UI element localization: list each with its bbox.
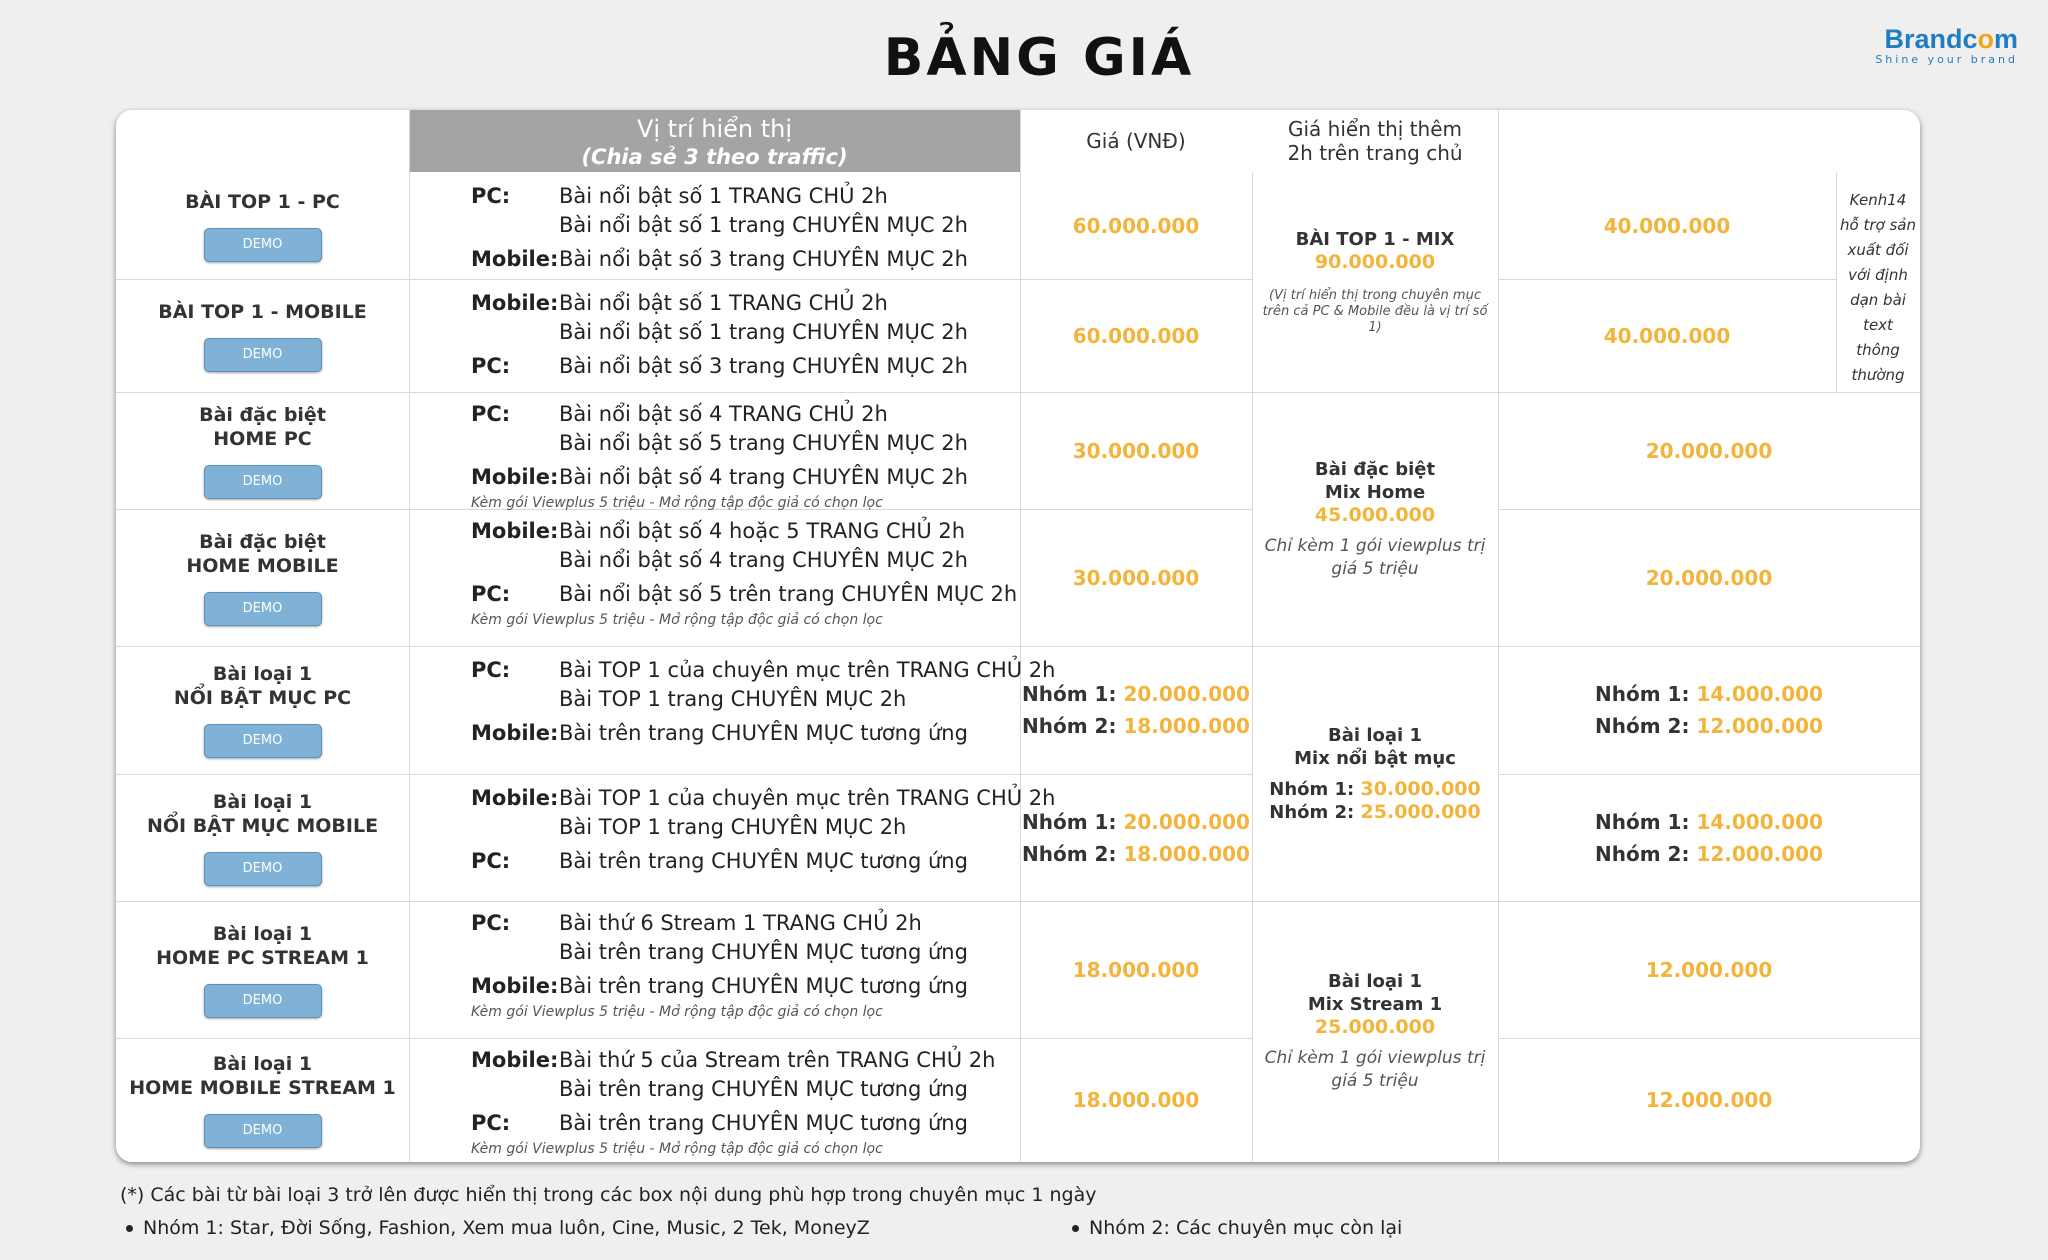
- group-label: Nhóm 2:: [1269, 801, 1361, 823]
- position-cell: [471, 656, 1055, 748]
- bullet-icon: [126, 1225, 133, 1232]
- position-text: Bài nổi bật số 1 TRANG CHỦ 2h: [559, 184, 888, 208]
- group-price: 20.000.000: [1123, 682, 1250, 706]
- group-price: 18.000.000: [1123, 714, 1250, 738]
- position-text: Bài TOP 1 của chuyên mục trên TRANG CHỦ 2h: [559, 658, 1056, 682]
- mix-title: Mix nổi bật mục: [1294, 747, 1456, 769]
- platform-label: Mobile:: [471, 247, 559, 271]
- mix-cell: [1258, 646, 1492, 901]
- position-text: Bài trên trang CHUYÊN MỤC tương ứng: [559, 974, 968, 998]
- platform-label: Mobile:: [471, 519, 559, 543]
- demo-button[interactable]: DEMO: [204, 465, 322, 499]
- extra-group-line: [1595, 678, 1823, 710]
- platform-label: Mobile:: [471, 291, 559, 315]
- platform-label: PC:: [471, 582, 511, 606]
- price-group-line: [1022, 838, 1250, 870]
- price-value: 18.000.000: [1072, 957, 1200, 982]
- price-value: 20.000.000: [1645, 438, 1773, 463]
- bullet-icon: [1072, 1225, 1079, 1232]
- platform-label: Mobile:: [471, 1048, 559, 1072]
- position-line: [471, 847, 1055, 876]
- price-value: 12.000.000: [1645, 957, 1773, 982]
- extra-price-cell: [1498, 392, 1920, 509]
- mix-note: Chỉ kèm 1 gói viewplus trị giá 5 triệu: [1264, 535, 1486, 579]
- mix-cell: [1258, 901, 1492, 1162]
- position-text: Bài trên trang CHUYÊN MỤC tương ứng: [559, 1077, 968, 1101]
- group-label: Nhóm 2:: [1595, 841, 1697, 866]
- price-cell: [1020, 172, 1252, 279]
- price-value: 18.000.000: [1072, 1088, 1200, 1112]
- footer-note: (*) Các bài từ bài loại 3 trở lên được hiển thị trong các box nội dung phù hợp trong chuyên mục 1 ngày: [120, 1184, 1097, 1206]
- footer-group1: [126, 1217, 870, 1239]
- position-line: [471, 318, 968, 347]
- position-line: [471, 245, 968, 274]
- mix-note: Chỉ kèm 1 gói viewplus trị giá 5 triệu: [1264, 1048, 1486, 1091]
- group-price: 14.000.000: [1696, 809, 1823, 834]
- position-text: Bài TOP 1 của chuyên mục trên TRANG CHỦ 2h: [559, 786, 1056, 810]
- position-text: Bài TOP 1 trang CHUYÊN MỤC 2h: [559, 815, 907, 839]
- price-value: 40.000.000: [1603, 213, 1731, 238]
- platform-label: PC:: [471, 184, 511, 208]
- column-divider: [1836, 172, 1837, 392]
- position-line: [471, 972, 968, 1001]
- position-line: [471, 211, 968, 240]
- row-name-line: BÀI TOP 1 - PC: [185, 190, 340, 213]
- price-value: 60.000.000: [1072, 213, 1200, 238]
- demo-button[interactable]: DEMO: [204, 228, 322, 262]
- mix-title: Bài đặc biệt: [1314, 458, 1436, 480]
- position-text: Bài nổi bật số 1 TRANG CHỦ 2h: [559, 291, 888, 315]
- footer-group2-text: Nhóm 2: Các chuyên mục còn lại: [1089, 1217, 1403, 1239]
- row-name-line: Bài loại 1: [212, 922, 313, 945]
- header-position-label: Vị trí hiển thị: [636, 115, 793, 143]
- demo-button[interactable]: DEMO: [204, 338, 322, 372]
- logo-wordmark: Brandcom: [1884, 24, 2018, 54]
- position-line: [471, 719, 1055, 748]
- header-position-sub: (Chia sẻ 3 theo traffic): [581, 145, 848, 169]
- position-text: Bài nổi bật số 1 trang CHUYÊN MỤC 2h: [559, 320, 968, 344]
- mix-title: Bài loại 1: [1328, 971, 1422, 992]
- mix-group-line: [1269, 801, 1480, 824]
- header-price-label: Giá (VNĐ): [1086, 129, 1186, 153]
- group-label: Nhóm 1:: [1595, 682, 1697, 706]
- group-price: 25.000.000: [1360, 800, 1481, 823]
- platform-label: PC:: [471, 911, 511, 935]
- row-name-cell: [116, 1038, 409, 1162]
- price-cell: [1020, 279, 1252, 392]
- position-line: [471, 546, 1017, 575]
- position-cell: [471, 400, 968, 512]
- demo-button[interactable]: DEMO: [204, 984, 322, 1018]
- price-cell: [1020, 901, 1252, 1038]
- price-group-line: [1022, 678, 1250, 710]
- extra-group-line: [1595, 806, 1823, 838]
- extra-price-cell: [1498, 172, 1836, 279]
- position-line: [471, 938, 968, 967]
- price-value: 20.000.000: [1645, 565, 1773, 590]
- position-line: [471, 463, 968, 492]
- platform-label: PC:: [471, 849, 511, 873]
- position-line: [471, 352, 968, 381]
- position-cell: [471, 1046, 995, 1158]
- group-label: Nhóm 2:: [1022, 841, 1124, 866]
- row-name-line: Bài loại 1: [212, 1053, 313, 1075]
- position-text: Bài TOP 1 trang CHUYÊN MỤC 2h: [559, 687, 907, 711]
- price-cell: [1020, 509, 1252, 646]
- row-name-line: BÀI TOP 1 - MOBILE: [158, 300, 367, 323]
- position-text: Bài nổi bật số 4 trang CHUYÊN MỤC 2h: [559, 465, 968, 489]
- price-cell: [1020, 646, 1252, 774]
- position-line: [471, 580, 1017, 609]
- viewplus-note: Kèm gói Viewplus 5 triệu - Mở rộng tập độc giả có chọn lọc: [471, 1004, 883, 1020]
- header-position: [409, 110, 1020, 172]
- mix-title: Mix Stream 1: [1307, 994, 1443, 1015]
- row-name-cell: [116, 279, 409, 392]
- extra-price-cell: [1498, 646, 1920, 774]
- group-label: Nhóm 2:: [1022, 714, 1124, 738]
- platform-label: Mobile:: [471, 721, 559, 745]
- position-line: [471, 685, 1055, 714]
- viewplus-note: Kèm gói Viewplus 5 triệu - Mở rộng tập độc giả có chọn lọc: [471, 495, 883, 511]
- row-name-line: NỔI BẬT MỤC PC: [173, 687, 352, 709]
- demo-button[interactable]: DEMO: [204, 852, 322, 886]
- position-cell: [471, 517, 1017, 629]
- brand-logo: [1875, 24, 2018, 66]
- extra-price-cell: [1498, 901, 1920, 1038]
- position-text: Bài nổi bật số 4 TRANG CHỦ 2h: [559, 402, 888, 426]
- mix-cell: [1258, 172, 1492, 392]
- row-name-line: Bài loại 1: [212, 663, 313, 685]
- demo-button[interactable]: DEMO: [204, 724, 322, 758]
- row-name-line: Bài loại 1: [212, 790, 313, 813]
- price-value: 30.000.000: [1072, 438, 1200, 463]
- price-value: 40.000.000: [1603, 323, 1731, 348]
- price-cell: [1020, 392, 1252, 509]
- price-value: 12.000.000: [1645, 1088, 1773, 1112]
- row-name-line: HOME PC STREAM 1: [156, 946, 369, 969]
- row-name-line: HOME MOBILE STREAM 1: [129, 1077, 396, 1099]
- position-line: [471, 1075, 995, 1104]
- kenh14-note: Kenh14 hỗ trợ sản xuất đối với định dạn bài text thông thường: [1840, 191, 1916, 384]
- mix-group-line: [1269, 778, 1480, 801]
- group-price: 18.000.000: [1123, 841, 1250, 866]
- price-table: [116, 110, 1920, 1162]
- price-group-line: [1022, 710, 1250, 742]
- mix-small-note: (Vị trí hiển thị trong chuyên mục trên cả PC & Mobile đều là vị trí số 1): [1262, 288, 1488, 335]
- row-name-cell: [116, 646, 409, 774]
- position-line: [471, 182, 968, 211]
- price-value: 30.000.000: [1072, 565, 1200, 590]
- group-label: Nhóm 1:: [1022, 809, 1124, 834]
- mix-title: BÀI TOP 1 - MIX: [1295, 229, 1455, 250]
- mix-title: Bài loại 1: [1328, 724, 1422, 746]
- extra-group-line: [1595, 710, 1823, 742]
- position-cell: [471, 289, 968, 381]
- position-text: Bài thứ 6 Stream 1 TRANG CHỦ 2h: [559, 911, 922, 935]
- footer-group1-text: Nhóm 1: Star, Đời Sống, Fashion, Xem mua luôn, Cine, Music, 2 Tek, MoneyZ: [143, 1217, 870, 1239]
- demo-button[interactable]: DEMO: [204, 592, 322, 626]
- position-cell: [471, 909, 968, 1021]
- platform-label: Mobile:: [471, 465, 559, 489]
- row-name-line: Bài đặc biệt: [199, 403, 326, 426]
- row-name-cell: [116, 901, 409, 1038]
- column-divider: [1252, 172, 1253, 1162]
- extra-price-cell: [1498, 774, 1920, 901]
- logo-tagline: Shine your brand: [1875, 53, 2018, 66]
- position-text: Bài nổi bật số 5 trên trang CHUYÊN MỤC 2h: [559, 582, 1018, 606]
- position-line: [471, 517, 1017, 546]
- group-price: 14.000.000: [1696, 682, 1823, 706]
- viewplus-note: Kèm gói Viewplus 5 triệu - Mở rộng tập độc giả có chọn lọc: [471, 1141, 883, 1157]
- price-group-line: [1022, 806, 1250, 838]
- position-line: [471, 1109, 995, 1138]
- position-line: [471, 1046, 995, 1075]
- footer-group2: [1072, 1217, 1402, 1239]
- platform-label: PC:: [471, 402, 511, 426]
- position-cell: [471, 784, 1055, 876]
- row-name-line: HOME PC: [213, 427, 312, 450]
- mix-cell: [1258, 392, 1492, 646]
- group-label: Nhóm 1:: [1269, 778, 1361, 800]
- platform-label: Mobile:: [471, 786, 559, 810]
- position-text: Bài nổi bật số 5 trang CHUYÊN MỤC 2h: [559, 431, 968, 455]
- extra-group-line: [1595, 838, 1823, 870]
- mix-price: 25.000.000: [1314, 1016, 1436, 1038]
- header-extra-line2: 2h trên trang chủ: [1287, 141, 1463, 165]
- viewplus-note: Kèm gói Viewplus 5 triệu - Mở rộng tập độc giả có chọn lọc: [471, 612, 883, 628]
- row-name-line: NỔI BẬT MỤC MOBILE: [146, 814, 379, 837]
- position-line: [471, 784, 1055, 813]
- group-label: Nhóm 2:: [1595, 714, 1697, 738]
- position-line: [471, 656, 1055, 685]
- group-label: Nhóm 1:: [1022, 682, 1124, 706]
- row-name-line: HOME MOBILE: [186, 554, 339, 577]
- position-line: [471, 289, 968, 318]
- group-label: Nhóm 1:: [1595, 809, 1697, 834]
- platform-label: PC:: [471, 658, 511, 682]
- position-text: Bài nổi bật số 3 trang CHUYÊN MỤC 2h: [559, 247, 968, 271]
- header-price: [1020, 110, 1252, 172]
- group-price: 30.000.000: [1360, 777, 1481, 800]
- position-line: [471, 400, 968, 429]
- extra-price-cell: [1498, 509, 1920, 646]
- position-text: Bài trên trang CHUYÊN MỤC tương ứng: [559, 721, 968, 745]
- position-cell: [471, 182, 968, 274]
- position-text: Bài thứ 5 của Stream trên TRANG CHỦ 2h: [559, 1048, 996, 1072]
- position-text: Bài nổi bật số 3 trang CHUYÊN MỤC 2h: [559, 354, 968, 378]
- extra-price-cell: [1498, 1038, 1920, 1162]
- position-text: Bài trên trang CHUYÊN MỤC tương ứng: [559, 940, 968, 964]
- position-text: Bài nổi bật số 1 trang CHUYÊN MỤC 2h: [559, 213, 968, 237]
- position-line: [471, 909, 968, 938]
- row-name-cell: [116, 509, 409, 646]
- platform-label: Mobile:: [471, 974, 559, 998]
- row-name-cell: [116, 774, 409, 901]
- price-cell: [1020, 1038, 1252, 1162]
- mix-title: Mix Home: [1324, 481, 1426, 503]
- mix-price: 45.000.000: [1314, 503, 1436, 526]
- group-price: 20.000.000: [1123, 809, 1250, 834]
- row-name-cell: [116, 392, 409, 509]
- mix-price: 90.000.000: [1314, 251, 1436, 273]
- platform-label: PC:: [471, 1111, 511, 1135]
- demo-button[interactable]: DEMO: [204, 1114, 322, 1148]
- page-title: BẢNG GIÁ: [883, 28, 1195, 88]
- row-name-line: Bài đặc biệt: [199, 530, 326, 553]
- group-price: 12.000.000: [1696, 841, 1823, 866]
- row-name-cell: [116, 172, 409, 279]
- price-value: 60.000.000: [1072, 323, 1200, 348]
- position-text: Bài trên trang CHUYÊN MỤC tương ứng: [559, 849, 968, 873]
- position-text: Bài trên trang CHUYÊN MỤC tương ứng: [559, 1111, 968, 1135]
- column-divider: [409, 110, 410, 1162]
- position-text: Bài nổi bật số 4 hoặc 5 TRANG CHỦ 2h: [559, 519, 966, 543]
- position-text: Bài nổi bật số 4 trang CHUYÊN MỤC 2h: [559, 548, 968, 572]
- price-cell: [1020, 774, 1252, 901]
- position-line: [471, 813, 1055, 842]
- position-line: [471, 429, 968, 458]
- header-extra-line1: Giá hiển thị thêm: [1288, 117, 1462, 141]
- extra-price-cell: [1498, 279, 1836, 392]
- group-price: 12.000.000: [1696, 714, 1823, 738]
- platform-label: PC:: [471, 354, 511, 378]
- header-extra: [1252, 110, 1498, 172]
